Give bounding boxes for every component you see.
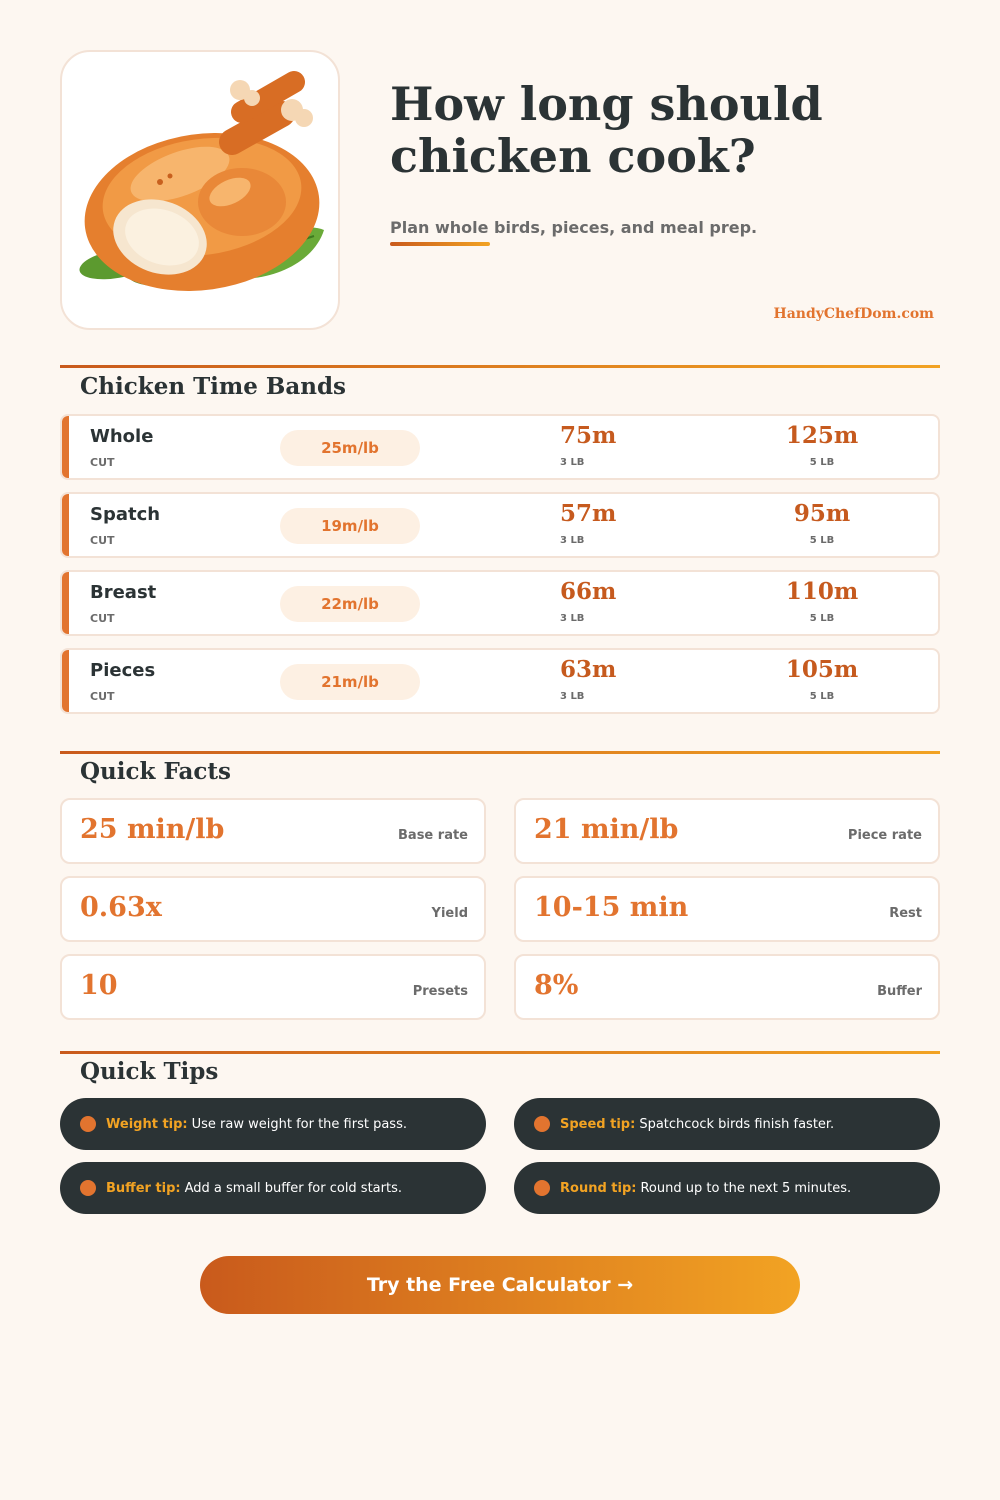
band-weight-3lb: 3 LB [560,613,585,624]
band-time-3lb: 66m [560,578,617,605]
bullet-dot-icon [80,1180,96,1196]
fact-card-yield [60,876,486,942]
tip-text: Round up to the next 5 minutes. [640,1180,852,1196]
band-cut-name: Pieces [90,660,156,681]
band-accent-bar [62,416,69,478]
section-divider [60,365,940,368]
page-subtitle: Plan whole birds, pieces, and meal prep. [390,218,758,237]
fact-card-buffer [514,954,940,1020]
band-row-whole [60,414,940,480]
tip-round [514,1162,940,1214]
band-weight-5lb: 5 LB [809,613,835,624]
band-time-5lb: 95m [793,500,851,527]
band-weight-3lb: 3 LB [560,691,585,702]
band-cut-name: Breast [90,582,157,603]
facts-section-title: Quick Facts [80,758,231,785]
band-row-spatch [60,492,940,558]
tip-key: Round tip: [560,1180,637,1196]
fact-label: Rest [889,906,922,921]
band-cut-label: CUT [90,534,115,547]
band-weight-3lb: 3 LB [560,457,585,468]
fact-card-presets [60,954,486,1020]
band-cut-label: CUT [90,612,115,625]
band-cut-label: CUT [90,456,115,469]
bullet-dot-icon [534,1116,550,1132]
band-accent-bar [62,494,69,556]
tip-speed [514,1098,940,1150]
band-accent-bar [62,650,69,712]
band-time-5lb: 125m [785,422,859,449]
band-time-5lb: 110m [785,578,859,605]
fact-card-piece-rate [514,798,940,864]
fact-value: 10-15 min [534,892,689,923]
band-cut-name: Spatch [90,504,161,525]
try-calculator-button[interactable]: Try the Free Calculator → [200,1256,800,1314]
tip-key: Weight tip: [106,1116,188,1132]
band-cut-name: Whole [90,426,154,447]
roast-chicken-icon [62,52,342,332]
tip-buffer [60,1162,486,1214]
band-rate-pill: 25m/lb [280,430,420,466]
band-accent-bar [62,572,69,634]
band-time-3lb: 57m [560,500,617,527]
fact-label: Base rate [398,828,468,843]
fact-card-rest [514,876,940,942]
fact-label: Yield [431,906,468,921]
band-rate-pill: 21m/lb [280,664,420,700]
bullet-dot-icon [80,1116,96,1132]
tips-section-title: Quick Tips [80,1058,219,1085]
fact-label: Presets [412,984,468,999]
bands-section-title: Chicken Time Bands [80,373,346,400]
band-time-5lb: 105m [785,656,859,683]
fact-value: 8% [534,970,579,1001]
hero-image-card [60,50,340,330]
fact-value: 21 min/lb [534,814,679,845]
band-weight-5lb: 5 LB [809,691,835,702]
fact-label: Buffer [877,984,922,999]
tip-key: Speed tip: [560,1116,636,1132]
tip-weight [60,1098,486,1150]
band-weight-5lb: 5 LB [809,457,835,468]
tip-text: Use raw weight for the first pass. [191,1116,407,1132]
fact-card-base-rate [60,798,486,864]
section-divider [60,1051,940,1054]
band-row-pieces [60,648,940,714]
band-weight-3lb: 3 LB [560,535,585,546]
band-weight-5lb: 5 LB [809,535,835,546]
band-cut-label: CUT [90,690,115,703]
band-time-3lb: 63m [560,656,617,683]
bullet-dot-icon [534,1180,550,1196]
brand-link[interactable]: HandyChefDom.com [773,306,934,322]
fact-label: Piece rate [847,828,922,843]
subtitle-underline [390,242,490,246]
fact-value: 0.63x [80,892,162,923]
page-title: How long should chicken cook? [390,77,823,183]
band-rate-pill: 19m/lb [280,508,420,544]
tip-text: Spatchcock birds finish faster. [639,1116,835,1132]
fact-value: 10 [80,970,118,1001]
fact-value: 25 min/lb [80,814,225,845]
band-rate-pill: 22m/lb [280,586,420,622]
tip-text: Add a small buffer for cold starts. [184,1180,402,1196]
tip-key: Buffer tip: [106,1180,181,1196]
band-row-breast [60,570,940,636]
band-time-3lb: 75m [560,422,617,449]
section-divider [60,751,940,754]
